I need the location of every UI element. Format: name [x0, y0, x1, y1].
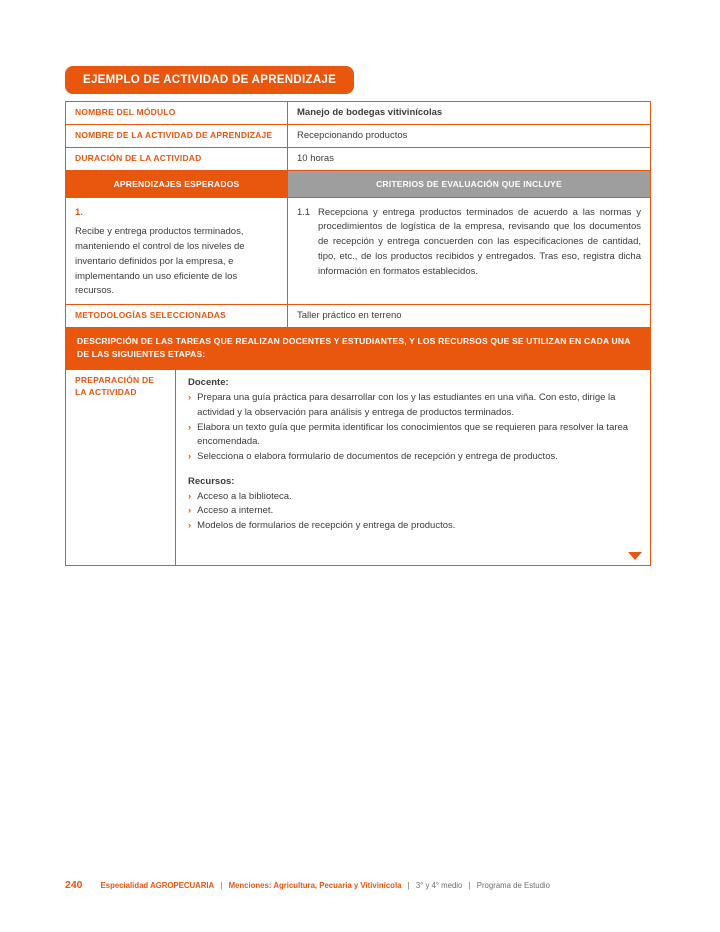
methodologies-label: METODOLOGÍAS SELECCIONADAS: [66, 304, 288, 327]
table-banner-row: [66, 327, 651, 369]
table-row: [66, 304, 651, 327]
list-item: [188, 490, 640, 505]
resource-text: Acceso a internet.: [197, 505, 274, 517]
expected-learning-text: Recibe y entrega productos terminados, manteniendo el control de los niveles de inventario definidos por la empresa, e implementando un uso eficiente de los recursos.: [75, 226, 245, 297]
table-row: [66, 124, 651, 147]
list-item: [188, 450, 640, 465]
footer-text: [101, 881, 550, 890]
continuation-arrow-icon: [628, 552, 642, 560]
tasks-description-banner: DESCRIPCIÓN DE LAS TAREAS QUE REALIZAN DOCENTES Y ESTUDIANTES, Y LOS RECURSOS QUE SE UTILIZAN EN CADA UNA DE LAS SIGUIENTES ETAPAS:: [66, 327, 651, 369]
expected-learning-header: APRENDIZAJES ESPERADOS: [66, 170, 288, 197]
chevron-bullet-icon: ›: [188, 450, 192, 462]
chevron-bullet-icon: ›: [188, 421, 192, 433]
chevron-bullet-icon: ›: [188, 490, 192, 502]
resources-heading: Recursos:: [188, 475, 235, 487]
table-header-row: [66, 170, 651, 197]
criterion-number: 1.1: [297, 206, 311, 218]
page-title: EJEMPLO DE ACTIVIDAD DE APRENDIZAJE: [65, 66, 354, 94]
resources-list: [188, 490, 640, 534]
criterion-item: [297, 206, 641, 280]
methodologies-value: Taller práctico en terreno: [288, 304, 651, 327]
footer-grade: 3° y 4° medio: [415, 881, 463, 890]
evaluation-criteria-cell: [288, 197, 651, 304]
list-item: [188, 421, 640, 450]
teacher-task-list: [188, 391, 640, 465]
table-row: [66, 102, 651, 125]
duration-label: DURACIÓN DE LA ACTIVIDAD: [66, 147, 288, 170]
module-name-value: Manejo de bodegas vitivinícolas: [288, 102, 651, 125]
list-item: [188, 519, 640, 534]
chevron-bullet-icon: ›: [188, 505, 192, 517]
footer-specialty: Especialidad AGROPECUARIA: [100, 881, 215, 890]
resource-text: Modelos de formularios de recepción y entrega de productos.: [197, 520, 456, 532]
list-item: [188, 391, 640, 420]
resource-text: Acceso a la biblioteca.: [197, 490, 292, 502]
evaluation-criteria-header: CRITERIOS DE EVALUACIÓN QUE INCLUYE: [288, 170, 651, 197]
table-row: [66, 197, 651, 304]
footer-separator: |: [468, 881, 471, 890]
criterion-text: Recepciona y entrega productos terminados de acuerdo a las normas y procedimientos de logística de la empresa, revisando que los documentos de recepción y entrega concuerden con las especificaciones de cantidad, tipo, etc., de los productos recibidos y entregados. Tras eso, registra dicha información en formatos establecidos.: [318, 206, 641, 277]
table-row: [66, 370, 651, 566]
chevron-bullet-icon: ›: [188, 392, 192, 404]
list-item: [188, 504, 640, 519]
page-number: 240: [65, 879, 83, 891]
preparation-stage-content: [176, 370, 651, 566]
teacher-heading: Docente:: [188, 377, 229, 389]
expected-learning-cell: [66, 197, 288, 304]
chevron-bullet-icon: ›: [188, 520, 192, 532]
page-footer: [65, 879, 660, 891]
footer-separator: |: [407, 881, 410, 890]
activity-name-value: Recepcionando productos: [288, 124, 651, 147]
activity-name-label: NOMBRE DE LA ACTIVIDAD DE APRENDIZAJE: [66, 124, 288, 147]
table-row: [66, 147, 651, 170]
teacher-task-text: Selecciona o elabora formulario de documentos de recepción y entrega de productos.: [197, 450, 558, 462]
activity-table: [65, 101, 651, 566]
teacher-task-text: Elabora un texto guía que permita identificar los conocimientos que se requieren para resolver la tarea encomendada.: [197, 421, 629, 448]
footer-separator: |: [220, 881, 223, 890]
teacher-task-text: Prepara una guía práctica para desarrollar con los y las estudiantes en una viña. Con esto, dirige la actividad y la observación para análisis y entrega de productos terminados.: [197, 392, 616, 418]
duration-value: 10 horas: [288, 147, 651, 170]
footer-program: Programa de Estudio: [476, 881, 550, 890]
activity-table-section: [65, 66, 651, 566]
expected-learning-number: 1.: [75, 206, 83, 218]
footer-mentions: Menciones: Agricultura, Pecuaria y Vitivinícola: [228, 881, 402, 890]
module-name-label: NOMBRE DEL MÓDULO: [66, 102, 288, 125]
preparation-stage-label: PREPARACIÓN DE LA ACTIVIDAD: [66, 370, 176, 566]
